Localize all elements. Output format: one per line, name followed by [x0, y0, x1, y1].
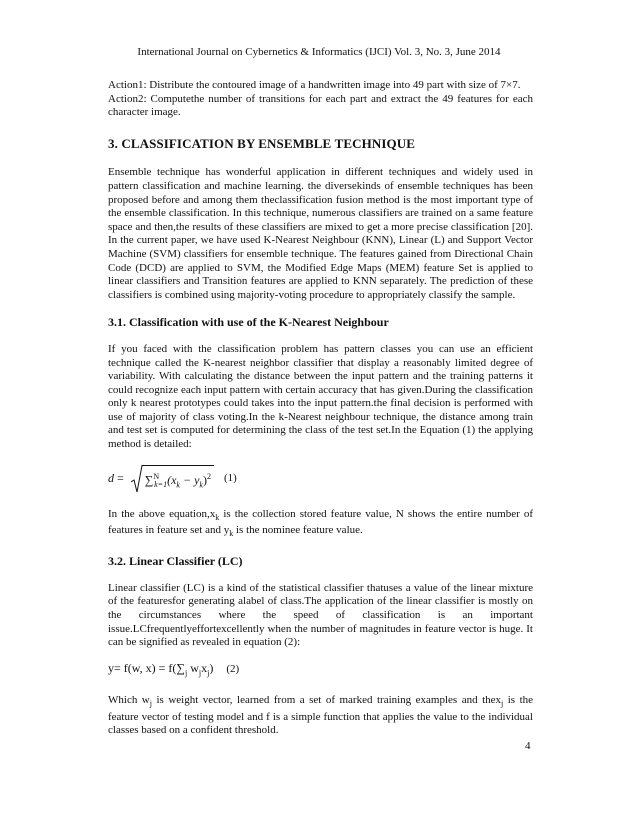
sqrt-symbol-icon	[131, 465, 143, 493]
section-3-title-part3: ECHNIQUE	[343, 135, 415, 151]
section-3-heading	[108, 137, 533, 151]
section-3-number: 3.	[108, 135, 122, 151]
equation-1-term: (x	[167, 472, 177, 487]
equation-2	[108, 662, 533, 680]
equation-1-explanation-part1: In the above equation,x	[108, 507, 216, 520]
page-content	[108, 79, 533, 738]
equation-1-explanation-part2: is the collection stored feature value, N shows the entire number of features in feature set and y	[108, 507, 533, 537]
section-3-title-part1: LASSIFICATION BY	[130, 135, 259, 151]
equation-2-sub-j: j	[184, 668, 188, 678]
action2-text: Action2: Computethe number of transitions for each part and extract the 49 features for each character image.	[108, 92, 533, 119]
section-3-1-paragraph: If you faced with the classification problem has pattern classes you can use an efficient technique called the K-nearest neighbor classifier that display a reasonably limited degree of variability. With calculating the distance between the input pattern and the training patterns it could recognize each input pattern with certain accuracy that has given.During the classification only k nearest prototypes could takes into the input pattern.the final decision is performed with use of majority of class voting.In the k-Nearest neighbour technique, the distance among train and test set is computed for determining the class of the test set.In the Equation (1) the applying method is detailed:	[108, 342, 533, 451]
action1-text: Action1: Distribute the contoured image of a handwritten image into 49 part with size of 7×7.	[108, 79, 521, 91]
equation-1-sum-lower: k=1	[154, 480, 168, 490]
equation-1-lhs: d	[108, 470, 114, 485]
equation-1-equals: =	[114, 470, 127, 485]
equation-1	[108, 464, 533, 494]
equation-1-explanation	[108, 508, 533, 542]
equation-1-explanation-sub1: k	[215, 512, 220, 522]
equation-2-explanation-part1: Which w	[108, 693, 150, 706]
equation-2-explanation-sub2: j	[501, 698, 504, 708]
equation-1-explanation-part3: is the nominee feature value.	[233, 524, 363, 537]
equation-2-part-b: w	[187, 660, 199, 675]
equation-1-number: (1)	[223, 471, 237, 484]
equation-2-explanation	[108, 694, 533, 738]
equation-1-radicand	[143, 465, 214, 493]
equation-1-term-sub1: k	[176, 480, 180, 490]
equation-1-explanation-sub2: k	[229, 529, 234, 539]
section-3-title-part2: NSEMBLE	[267, 135, 335, 151]
equation-1-term-sub2: k	[199, 480, 203, 490]
equation-2-explanation-sub1: j	[149, 698, 152, 708]
equation-2-part-d: )	[209, 660, 214, 675]
section-3-paragraph: Ensemble technique has wonderful application in different techniques and widely used in pattern classification and machine learning. the diversekinds of ensemble techniques has been proposed before and among them theclassification fusion method is the most important type of the ensemble classification. In this technique, numerous classifiers are trained on a same feature space and then,the results of these classifiers are mixed to get a more precise classification [20]. In the current paper, we have used K-Nearest Neighbour (KNN), Linear (L) and Support Vector Machine (SVM) classifiers for ensemble technique. The features gained from Directional Chain Code (DCD) are applied to SVM, the Modified Edge Maps (MEM) feature Set is applied to linear classifiers and Transition features are applied to KNN separately. The prediction of these classifiers is combined using majority-voting procedure to appropriately classify the sample.	[108, 166, 533, 301]
running-header: International Journal on Cybernetics & Informatics (IJCI) Vol. 3, No. 3, June 2014	[137, 46, 501, 58]
section-3-title-t: T	[334, 135, 344, 151]
equation-1-power: 2	[206, 471, 211, 481]
equation-1-sqrt	[131, 465, 214, 493]
equation-1-close: )	[202, 472, 207, 487]
equation-2-number: (2)	[226, 662, 240, 675]
equation-2-sub-j2: j	[198, 668, 202, 678]
page-number: 4	[525, 740, 531, 752]
equation-1-sum-upper: N	[153, 471, 160, 481]
section-3-2-heading: 3.2. Linear Classifier (LC)	[108, 554, 243, 569]
equation-2-part-c: x	[201, 660, 208, 675]
section-3-title-c: C	[121, 135, 131, 151]
equation-2-explanation-part2: is weight vector, learned from a set of marked training examples and thex	[152, 693, 502, 706]
equation-2-part-a: y= f(w, x) = f(∑	[108, 660, 185, 675]
section-3-1-heading: 3.1. Classification with use of the K-Nearest Neighbour	[108, 315, 389, 330]
equation-1-sum: ∑	[144, 472, 154, 487]
section-3-2-paragraph: Linear classifier (LC) is a kind of the statistical classifier thatuses a value of the linear mixture of the featuresfor generating alabel of class.The application of the linear classifier is mostly on the circumstances where the speed of classification is an important issue.LCfrequentlyeffortexcellently when the number of magnitudes in feature vector is huge. It can be signified as revealed in equation (2):	[108, 581, 533, 649]
equation-1-minus: − y	[179, 472, 200, 487]
equation-2-explanation-part3: is the feature vector of testing model and f is a simple function that applies the value to the individual classes based on a confident threshold.	[108, 693, 534, 737]
section-3-title-e: E	[258, 135, 267, 151]
equation-2-sub-j3: j	[207, 668, 210, 678]
